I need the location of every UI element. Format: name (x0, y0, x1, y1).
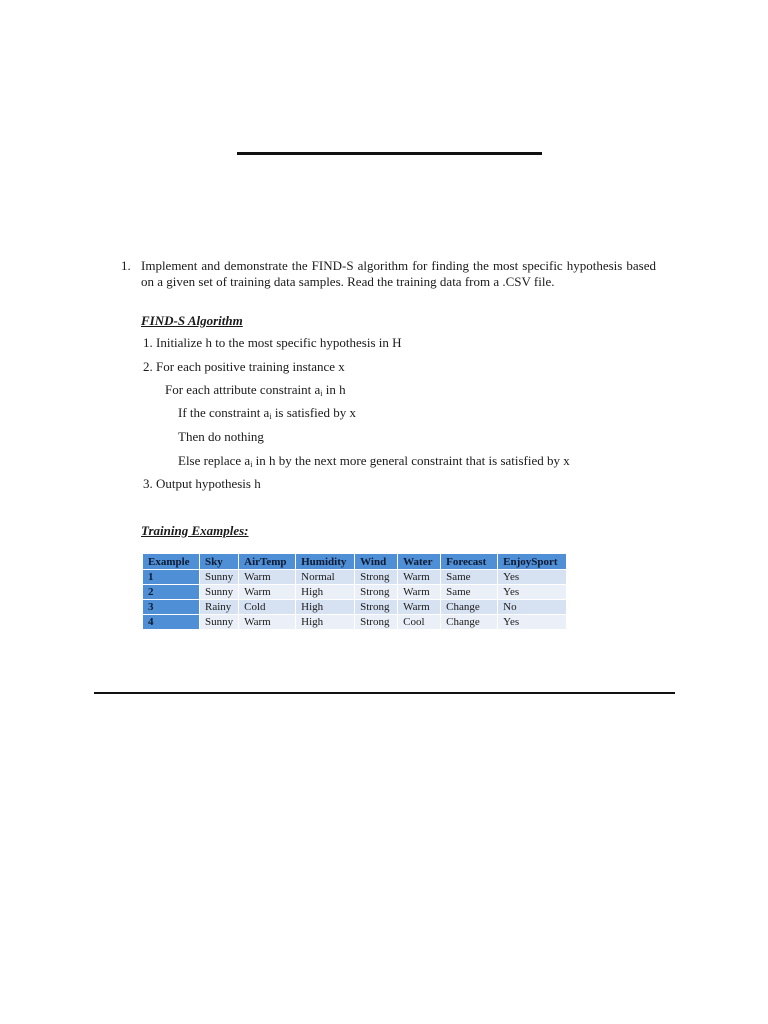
table-cell: High (296, 600, 355, 615)
table-cell: 3 (143, 600, 200, 615)
column-header-humidity: Humidity (296, 554, 355, 570)
table-cell: Same (441, 570, 498, 585)
table-cell: Same (441, 585, 498, 600)
loop-text-post: in h (322, 382, 346, 397)
else-subscript: i (250, 460, 253, 469)
training-table-wrapper (142, 553, 567, 630)
training-examples-heading: Training Examples: (141, 523, 249, 538)
table-cell: Warm (398, 585, 441, 600)
table-cell: Yes (498, 615, 567, 630)
algorithm-step-1: 1. Initialize h to the most specific hypothesis in H (143, 335, 402, 350)
loop-subscript: i (320, 389, 323, 398)
table-header-row (143, 554, 567, 570)
table-cell: Change (441, 600, 498, 615)
column-header-forecast: Forecast (441, 554, 498, 570)
table-cell: Normal (296, 570, 355, 585)
table-cell: Strong (355, 615, 398, 630)
training-examples-table (142, 553, 567, 630)
table-cell: Cold (239, 600, 296, 615)
problem-statement (121, 258, 656, 290)
table-cell: Strong (355, 600, 398, 615)
if-text-pre: If the constraint a (178, 405, 270, 420)
table-cell: Warm (239, 615, 296, 630)
column-header-enjoysport: EnjoySport (498, 554, 567, 570)
table-cell: Sunny (200, 615, 239, 630)
column-header-example: Example (143, 554, 200, 570)
table-cell: Yes (498, 570, 567, 585)
algorithm-step-2: 2. For each positive training instance x (143, 359, 345, 374)
table-cell: Strong (355, 570, 398, 585)
loop-text-pre: For each attribute constraint a (165, 382, 321, 397)
table-cell: Warm (398, 570, 441, 585)
table-cell: Strong (355, 585, 398, 600)
column-header-wind: Wind (355, 554, 398, 570)
problem-number: 1. (121, 258, 131, 273)
algorithm-else-line (178, 453, 570, 473)
column-header-sky: Sky (200, 554, 239, 570)
table-cell: Sunny (200, 585, 239, 600)
problem-text: Implement and demonstrate the FIND-S algorithm for finding the most specific hypothesis based on a given set of training data samples. Read the training data from a .CSV file. (141, 258, 656, 289)
table-cell: 4 (143, 615, 200, 630)
else-text-pre: Else replace a (178, 453, 251, 468)
algorithm-heading: FIND-S Algorithm (141, 313, 243, 328)
table-cell: 1 (143, 570, 200, 585)
top-divider-line (237, 152, 542, 155)
table-cell: Rainy (200, 600, 239, 615)
algorithm-then-line: Then do nothing (178, 429, 264, 444)
else-text-post: in h by the next more general constraint that is satisfied by x (252, 453, 570, 468)
bottom-divider-line (94, 692, 675, 694)
table-cell: Warm (239, 570, 296, 585)
table-cell: No (498, 600, 567, 615)
if-subscript: i (269, 412, 272, 421)
table-cell: High (296, 615, 355, 630)
algorithm-if-line (178, 405, 356, 425)
table-cell: Warm (239, 585, 296, 600)
table-cell: Warm (398, 600, 441, 615)
table-cell: High (296, 585, 355, 600)
table-row (143, 615, 567, 630)
table-row (143, 585, 567, 600)
table-cell: Yes (498, 585, 567, 600)
table-row (143, 600, 567, 615)
table-cell: 2 (143, 585, 200, 600)
if-text-post: is satisfied by x (271, 405, 357, 420)
algorithm-step-3: 3. Output hypothesis h (143, 476, 261, 491)
column-header-airtemp: AirTemp (239, 554, 296, 570)
table-cell: Change (441, 615, 498, 630)
table-cell: Cool (398, 615, 441, 630)
table-row (143, 570, 567, 585)
table-cell: Sunny (200, 570, 239, 585)
algorithm-loop-line (165, 382, 346, 402)
column-header-water: Water (398, 554, 441, 570)
